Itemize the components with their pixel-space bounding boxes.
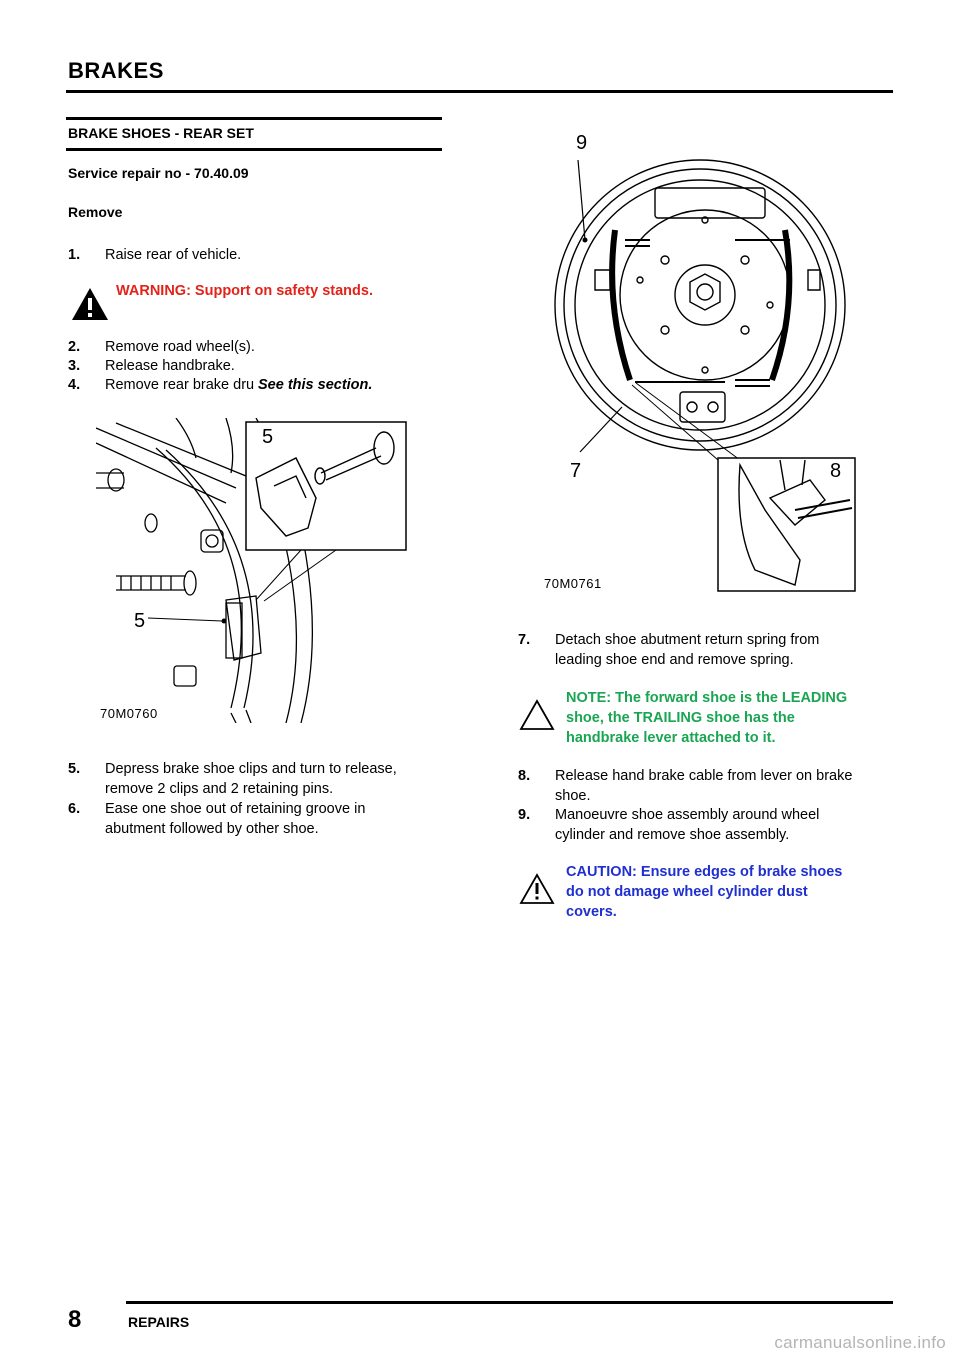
step-number: 9. <box>518 807 531 823</box>
footer-label: REPAIRS <box>128 1314 190 1330</box>
cross-reference-link[interactable]: See this section. <box>258 377 373 393</box>
step-text-line: remove 2 clips and 2 retaining pins. <box>105 781 334 797</box>
note-icon <box>519 699 555 731</box>
callout-label: 7 <box>570 460 582 482</box>
step-number: 8. <box>518 768 531 784</box>
note-text: NOTE: The forward shoe is the LEADING shoe, the TRAILING shoe has the handbrake lever attached to it. <box>566 690 848 746</box>
step-text-line: abutment followed by other shoe. <box>105 821 319 837</box>
step-number: 5. <box>68 761 81 777</box>
callout-label: 9 <box>576 132 588 154</box>
step-text-line: leading shoe end and remove spring. <box>555 652 794 668</box>
step-number: 7. <box>518 632 531 648</box>
warning-text: WARNING: Support on safety stands. <box>116 283 373 299</box>
remove-heading: Remove <box>68 204 123 220</box>
figure-brake-shoe-clip <box>96 418 416 723</box>
figure-rear-brake-assembly <box>540 130 870 595</box>
step-text: Raise rear of vehicle. <box>105 247 242 263</box>
step-text: Remove road wheel(s). <box>105 339 255 355</box>
step-text-line: cylinder and remove shoe assembly. <box>555 827 790 843</box>
page-number: 8 <box>68 1306 82 1333</box>
step-number: 4. <box>68 377 81 393</box>
callout-label: 5 <box>134 610 146 632</box>
watermark[interactable]: carmanualsonline.info <box>774 1333 946 1352</box>
step-text-line: Depress brake shoe clips and turn to release, <box>105 761 397 777</box>
section-rule-bottom <box>66 148 442 151</box>
footer-rule <box>126 1301 893 1304</box>
step-text-line: Ease one shoe out of retaining groove in <box>105 801 366 817</box>
step-text: Remove rear brake dru <box>105 377 255 393</box>
service-repair-number: Service repair no - 70.40.09 <box>68 165 249 181</box>
figure-caption: 70M0761 <box>544 576 602 591</box>
step-text-line: shoe. <box>555 788 591 804</box>
callout-label: 5 <box>262 426 274 448</box>
step-text-line: Release hand brake cable from lever on brake <box>555 768 853 784</box>
step-number: 3. <box>68 358 81 374</box>
step-text-line: Manoeuvre shoe assembly around wheel <box>555 807 820 823</box>
caution-text: CAUTION: Ensure edges of brake shoes do not damage wheel cylinder dust covers. <box>566 864 843 920</box>
callout-label: 8 <box>830 460 842 482</box>
warning-icon <box>70 286 110 322</box>
page-header-title: BRAKES <box>68 58 164 83</box>
figure-caption: 70M0760 <box>100 706 158 721</box>
caution-icon <box>519 873 555 905</box>
section-rule-top <box>66 117 442 120</box>
step-number: 6. <box>68 801 81 817</box>
step-number: 1. <box>68 247 81 263</box>
section-title: BRAKE SHOES - REAR SET <box>68 125 254 141</box>
step-text-line: Detach shoe abutment return spring from <box>555 632 820 648</box>
step-text: Release handbrake. <box>105 358 235 374</box>
header-rule <box>66 90 893 93</box>
step-number: 2. <box>68 339 81 355</box>
